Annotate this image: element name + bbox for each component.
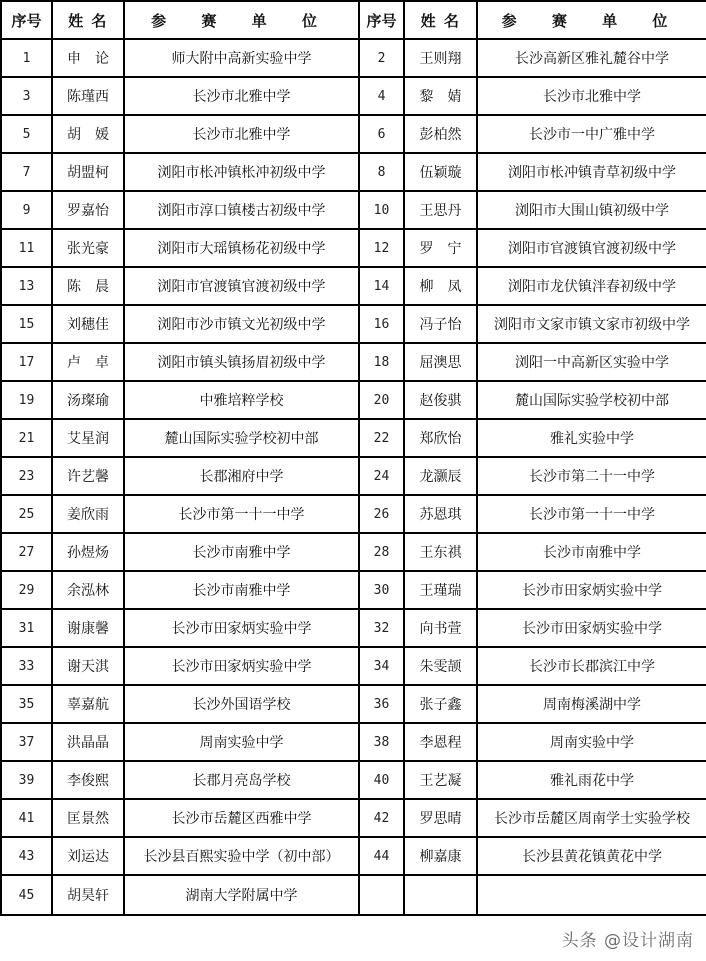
index-cell: 8 (359, 153, 404, 191)
unit-cell: 浏阳市龙伏镇泮春初级中学 (477, 267, 706, 305)
name-cell: 彭柏然 (404, 115, 477, 153)
index-cell: 45 (1, 875, 52, 915)
index-cell: 35 (1, 685, 52, 723)
unit-cell: 湖南大学附属中学 (124, 875, 359, 915)
name-cell: 王则翔 (404, 39, 477, 77)
index-cell: 41 (1, 799, 52, 837)
unit-cell: 浏阳市枨冲镇枨冲初级中学 (124, 153, 359, 191)
unit-cell: 雅礼雨花中学 (477, 761, 706, 799)
table-row (1, 609, 706, 647)
unit-cell: 浏阳市大围山镇初级中学 (477, 191, 706, 229)
index-cell: 13 (1, 267, 52, 305)
table-row (1, 191, 706, 229)
name-cell: 朱雯颉 (404, 647, 477, 685)
unit-cell: 长沙市田家炳实验中学 (124, 609, 359, 647)
name-cell: 李俊熙 (52, 761, 124, 799)
index-cell: 3 (1, 77, 52, 115)
index-cell: 10 (359, 191, 404, 229)
name-cell: 张子鑫 (404, 685, 477, 723)
header-row (1, 1, 706, 39)
unit-cell: 长郡湘府中学 (124, 457, 359, 495)
unit-cell: 长沙市北雅中学 (124, 115, 359, 153)
name-cell: 王东祺 (404, 533, 477, 571)
table-row (1, 229, 706, 267)
table-row (1, 39, 706, 77)
index-cell: 26 (359, 495, 404, 533)
name-cell: 屈澳思 (404, 343, 477, 381)
table-row (1, 685, 706, 723)
name-cell: 余泓林 (52, 571, 124, 609)
name-cell: 胡盟柯 (52, 153, 124, 191)
header-index: 序号 (359, 1, 404, 39)
unit-cell: 周南实验中学 (477, 723, 706, 761)
unit-cell: 浏阳市官渡镇官渡初级中学 (477, 229, 706, 267)
name-cell: 王思丹 (404, 191, 477, 229)
name-cell: 王艺凝 (404, 761, 477, 799)
index-cell: 29 (1, 571, 52, 609)
unit-cell (477, 875, 706, 915)
unit-cell: 长沙县百熙实验中学（初中部） (124, 837, 359, 875)
name-cell: 胡昊轩 (52, 875, 124, 915)
unit-cell: 麓山国际实验学校初中部 (124, 419, 359, 457)
table-row (1, 77, 706, 115)
index-cell: 36 (359, 685, 404, 723)
index-cell: 20 (359, 381, 404, 419)
index-cell: 37 (1, 723, 52, 761)
name-cell: 张光豪 (52, 229, 124, 267)
name-cell: 陈瑾西 (52, 77, 124, 115)
unit-cell: 长沙市一中广雅中学 (477, 115, 706, 153)
name-cell: 刘运达 (52, 837, 124, 875)
name-cell: 伍颖璇 (404, 153, 477, 191)
unit-cell: 长沙市北雅中学 (124, 77, 359, 115)
unit-cell: 长沙市岳麓区周南学士实验学校 (477, 799, 706, 837)
table-row (1, 723, 706, 761)
index-cell: 17 (1, 343, 52, 381)
name-cell (404, 875, 477, 915)
unit-cell: 浏阳市文家市镇文家市初级中学 (477, 305, 706, 343)
header-name: 姓 名 (404, 1, 477, 39)
unit-cell: 长沙外国语学校 (124, 685, 359, 723)
name-cell: 柳 凤 (404, 267, 477, 305)
unit-cell: 长沙市第一十一中学 (477, 495, 706, 533)
name-cell: 洪晶晶 (52, 723, 124, 761)
table-row (1, 571, 706, 609)
unit-cell: 周南梅溪湖中学 (477, 685, 706, 723)
name-cell: 申 论 (52, 39, 124, 77)
table-row (1, 837, 706, 875)
name-cell: 孙煜炀 (52, 533, 124, 571)
index-cell: 38 (359, 723, 404, 761)
unit-cell: 周南实验中学 (124, 723, 359, 761)
index-cell: 39 (1, 761, 52, 799)
table-row (1, 381, 706, 419)
index-cell: 31 (1, 609, 52, 647)
unit-cell: 长沙市南雅中学 (124, 533, 359, 571)
name-cell: 罗嘉怡 (52, 191, 124, 229)
table-row (1, 267, 706, 305)
index-cell: 1 (1, 39, 52, 77)
name-cell: 冯子怡 (404, 305, 477, 343)
unit-cell: 浏阳市沙市镇文光初级中学 (124, 305, 359, 343)
index-cell: 27 (1, 533, 52, 571)
unit-cell: 浏阳一中高新区实验中学 (477, 343, 706, 381)
name-cell: 谢康馨 (52, 609, 124, 647)
unit-cell: 雅礼实验中学 (477, 419, 706, 457)
table-row (1, 305, 706, 343)
name-cell: 辜嘉航 (52, 685, 124, 723)
unit-cell: 长沙市第一十一中学 (124, 495, 359, 533)
table-row (1, 799, 706, 837)
name-cell: 龙灏辰 (404, 457, 477, 495)
unit-cell: 浏阳市官渡镇官渡初级中学 (124, 267, 359, 305)
unit-cell: 长郡月亮岛学校 (124, 761, 359, 799)
name-cell: 赵俊骐 (404, 381, 477, 419)
index-cell: 2 (359, 39, 404, 77)
name-cell: 许艺馨 (52, 457, 124, 495)
unit-cell: 长沙高新区雅礼麓谷中学 (477, 39, 706, 77)
index-cell: 21 (1, 419, 52, 457)
name-cell: 罗 宁 (404, 229, 477, 267)
index-cell: 28 (359, 533, 404, 571)
index-cell (359, 875, 404, 915)
index-cell: 14 (359, 267, 404, 305)
index-cell: 42 (359, 799, 404, 837)
unit-cell: 长沙市南雅中学 (477, 533, 706, 571)
index-cell: 9 (1, 191, 52, 229)
index-cell: 6 (359, 115, 404, 153)
name-cell: 郑欣怡 (404, 419, 477, 457)
name-cell: 罗思晴 (404, 799, 477, 837)
unit-cell: 长沙县黄花镇黄花中学 (477, 837, 706, 875)
index-cell: 40 (359, 761, 404, 799)
index-cell: 23 (1, 457, 52, 495)
table-row (1, 343, 706, 381)
table-row (1, 647, 706, 685)
unit-cell: 麓山国际实验学校初中部 (477, 381, 706, 419)
unit-cell: 长沙市田家炳实验中学 (477, 571, 706, 609)
unit-cell: 中雅培粹学校 (124, 381, 359, 419)
name-cell: 卢 卓 (52, 343, 124, 381)
index-cell: 30 (359, 571, 404, 609)
name-cell: 柳嘉康 (404, 837, 477, 875)
unit-cell: 浏阳市淳口镇楼古初级中学 (124, 191, 359, 229)
index-cell: 43 (1, 837, 52, 875)
index-cell: 5 (1, 115, 52, 153)
index-cell: 11 (1, 229, 52, 267)
index-cell: 16 (359, 305, 404, 343)
unit-cell: 长沙市南雅中学 (124, 571, 359, 609)
index-cell: 12 (359, 229, 404, 267)
index-cell: 4 (359, 77, 404, 115)
index-cell: 44 (359, 837, 404, 875)
name-cell: 匡景然 (52, 799, 124, 837)
table-row (1, 457, 706, 495)
unit-cell: 长沙市第二十一中学 (477, 457, 706, 495)
name-cell: 姜欣雨 (52, 495, 124, 533)
header-name: 姓 名 (52, 1, 124, 39)
table-row (1, 419, 706, 457)
name-cell: 刘穗佳 (52, 305, 124, 343)
name-cell: 苏恩琪 (404, 495, 477, 533)
unit-cell: 长沙市岳麓区西雅中学 (124, 799, 359, 837)
name-cell: 艾星润 (52, 419, 124, 457)
index-cell: 25 (1, 495, 52, 533)
watermark: 头条 @设计湖南 (561, 931, 694, 951)
index-cell: 7 (1, 153, 52, 191)
name-cell: 李恩程 (404, 723, 477, 761)
index-cell: 24 (359, 457, 404, 495)
name-cell: 黎 婧 (404, 77, 477, 115)
unit-cell: 长沙市北雅中学 (477, 77, 706, 115)
unit-cell: 浏阳市镇头镇扬眉初级中学 (124, 343, 359, 381)
index-cell: 33 (1, 647, 52, 685)
unit-cell: 长沙市田家炳实验中学 (124, 647, 359, 685)
index-cell: 18 (359, 343, 404, 381)
index-cell: 19 (1, 381, 52, 419)
index-cell: 15 (1, 305, 52, 343)
name-cell: 谢天淇 (52, 647, 124, 685)
name-cell: 王瑾瑞 (404, 571, 477, 609)
table-row (1, 153, 706, 191)
name-cell: 胡 媛 (52, 115, 124, 153)
header-unit: 参 赛 单 位 (477, 1, 706, 39)
unit-cell: 长沙市田家炳实验中学 (477, 609, 706, 647)
unit-cell: 浏阳市枨冲镇青草初级中学 (477, 153, 706, 191)
index-cell: 22 (359, 419, 404, 457)
index-cell: 32 (359, 609, 404, 647)
header-index: 序号 (1, 1, 52, 39)
table-row (1, 115, 706, 153)
unit-cell: 长沙市长郡滨江中学 (477, 647, 706, 685)
table-row (1, 875, 706, 915)
header-unit: 参 赛 单 位 (124, 1, 359, 39)
table-row (1, 761, 706, 799)
index-cell: 34 (359, 647, 404, 685)
table-row (1, 495, 706, 533)
unit-cell: 浏阳市大瑶镇杨花初级中学 (124, 229, 359, 267)
table-row (1, 533, 706, 571)
name-cell: 向书萱 (404, 609, 477, 647)
name-cell: 汤璨瑜 (52, 381, 124, 419)
unit-cell: 师大附中高新实验中学 (124, 39, 359, 77)
name-cell: 陈 晨 (52, 267, 124, 305)
